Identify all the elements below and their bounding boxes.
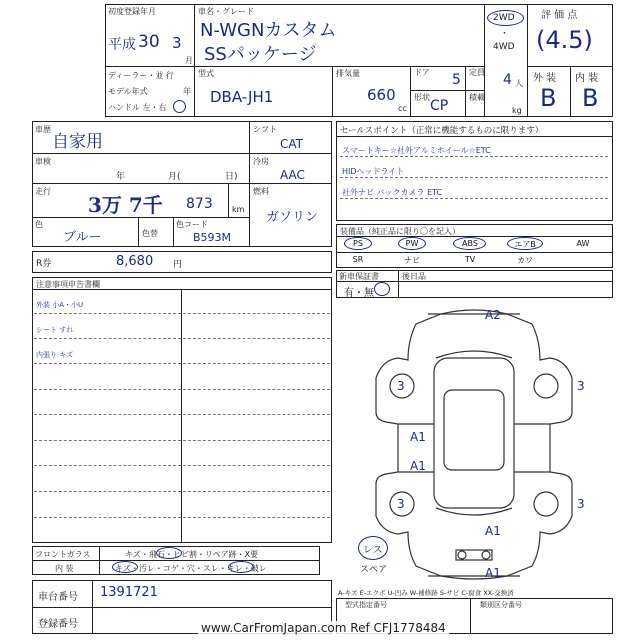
load-unit: kg xyxy=(512,106,522,115)
grade: SSパッケージ xyxy=(204,44,317,65)
interior-label: 内 装 xyxy=(575,73,599,84)
equip-pw: PW xyxy=(405,239,419,248)
capacity-unit: 人 xyxy=(515,79,523,88)
damage-mark: A2 xyxy=(485,308,501,322)
car-name: N-WGNカスタム xyxy=(200,20,337,41)
damage-mark: 3 xyxy=(397,379,405,393)
damage-mark: 3 xyxy=(397,497,405,511)
damage-mark: A1 xyxy=(485,524,501,538)
color-code: B593M xyxy=(193,231,232,244)
capacity-label: 定員 xyxy=(469,68,485,77)
chassis-label: 車台番号 xyxy=(38,592,78,603)
drive-dot: ・ xyxy=(500,29,510,39)
model-code: DBA-JH1 xyxy=(210,88,274,106)
model-code-label: 型式 xyxy=(198,69,214,78)
shape: CP xyxy=(430,98,449,114)
inspection-year: 年 xyxy=(116,172,126,182)
damage-legend: A-キズ E-エクボ U-凹み W-補修跡 S-サビ C-腐食 XX-交換済 xyxy=(338,589,514,597)
score: (4.5) xyxy=(536,26,593,54)
ac: AAC xyxy=(280,168,305,182)
color: ブルー xyxy=(63,230,102,245)
reg-year: 30 xyxy=(138,32,160,52)
damage-mark: A1 xyxy=(410,459,426,473)
color-label: 色 xyxy=(35,220,43,229)
model-year-unit: 年 xyxy=(183,87,191,96)
scratch-circle xyxy=(112,561,138,573)
shape-label: 形状 xyxy=(414,93,430,102)
notes-title: 注意事項申告書欄 xyxy=(36,280,100,289)
inspection-day: 日) xyxy=(225,172,238,182)
reg-month: 3 xyxy=(172,34,182,52)
inspection-month: 月( xyxy=(168,172,181,182)
note-line: 内張り キズ xyxy=(36,351,74,359)
chassis-value: 1391721 xyxy=(100,585,158,600)
score-label: 評 価 点 xyxy=(541,10,578,21)
equip-abs: ABS xyxy=(462,239,478,248)
exterior-label: 外 装 xyxy=(533,73,557,84)
usage: 自家用 xyxy=(52,132,103,152)
recycle-later-label: 後日品 xyxy=(402,272,426,281)
equip-airbag: エアB xyxy=(514,240,536,249)
doors: 5 xyxy=(452,72,461,88)
dealer-label: ディーラー・並 行 xyxy=(108,71,174,80)
sales-points-title: セールスポイント（正常に機能するものに限ります） xyxy=(340,126,544,136)
model-spec-label: 型式指定番号 xyxy=(345,601,387,609)
equip-tv: TV xyxy=(464,255,476,264)
warranty-none-circle xyxy=(374,282,390,296)
drive-4wd: 4WD xyxy=(493,42,515,52)
chip-circle xyxy=(156,547,182,559)
doors-label: ドア xyxy=(414,68,430,77)
mileage-handwritten: 3万 7千 xyxy=(88,193,163,217)
damage-mark: A1 xyxy=(410,430,426,444)
front-glass-options: キズ・飛石・ヒビ割・リペア跡・X要 xyxy=(125,550,259,559)
damage-mark: A1 xyxy=(485,566,501,580)
handle-label: ハンドル 左・右 xyxy=(108,103,167,112)
reg-month-unit: 月 xyxy=(185,56,193,65)
displacement: 660 xyxy=(367,86,396,104)
shift: CAT xyxy=(280,137,303,151)
fuel-label: 燃料 xyxy=(253,187,269,196)
spare-less: レス xyxy=(363,545,383,556)
capacity: 4 xyxy=(503,72,512,88)
note-line: シート すれ xyxy=(36,326,74,334)
equip-leather: カワ xyxy=(517,256,533,265)
mileage-number: 873 xyxy=(186,196,213,212)
interior-cond-label: 内 装 xyxy=(55,564,74,573)
exterior-grade: B xyxy=(540,84,557,112)
interior-grade: B xyxy=(582,84,599,112)
reg-date-label: 初度登録年月 xyxy=(108,7,156,16)
mileage-unit: km xyxy=(232,205,245,214)
registration-label: 登録番号 xyxy=(38,619,78,630)
recycle-amount: 8,680 xyxy=(116,254,154,269)
interior-cond-options: キズ・汚レ・コゲ・穴・スレ・キレ・破レ xyxy=(115,564,267,573)
shift-label: シフト xyxy=(253,125,277,134)
color-change-label: 色替 xyxy=(142,229,158,238)
damage-mark: 3 xyxy=(577,497,585,511)
rub-circle xyxy=(228,561,254,573)
era: 平成 xyxy=(108,37,136,53)
fuel: ガソリン xyxy=(266,210,319,225)
usage-label: 車歴 xyxy=(35,125,51,134)
spare-label: スペア xyxy=(360,565,388,575)
drive-2wd: 2WD xyxy=(493,13,515,23)
mileage-label: 走行 xyxy=(35,187,51,196)
sales-point-line: スマートキー☆社外アルミホイール☆ETC xyxy=(342,146,491,155)
note-line: 外装 小A・小U xyxy=(36,301,84,309)
inspection-label: 車検 xyxy=(35,157,51,166)
damage-mark: 3 xyxy=(577,379,585,393)
equipment-title: 装備品（純正品に限り〇を記入） xyxy=(340,227,460,236)
displacement-unit: cc xyxy=(398,104,407,113)
sales-point-line: HIDヘッドライト xyxy=(342,167,405,176)
watermark: www.CarFromJapan.com Ref CFJ1778484 xyxy=(198,621,449,635)
handle-right-circle xyxy=(173,100,186,113)
equip-navi: ナビ xyxy=(404,256,420,265)
recycle-label: R券 xyxy=(36,259,52,269)
recycle-unit: 円 xyxy=(173,260,183,270)
color-code-label: 色コード xyxy=(176,220,208,229)
warranty-label: 新車保証書 xyxy=(339,272,379,281)
equip-aw: AW xyxy=(576,239,590,248)
car-name-label: 車名・グレード xyxy=(198,7,254,16)
class-label: 類別区分番号 xyxy=(480,601,522,609)
model-year-label: モデル年式 xyxy=(108,87,148,96)
front-glass-label: フロントガラス xyxy=(35,550,91,559)
ac-label: 冷房 xyxy=(253,157,269,166)
equip-ps: PS xyxy=(353,239,363,248)
load-label: 積載 xyxy=(469,93,485,102)
notes-frame xyxy=(32,277,332,543)
sales-point-line: 社外ナビ バックカメラ ETC xyxy=(342,188,443,197)
displacement-label: 排気量 xyxy=(336,69,360,78)
equip-sr: SR xyxy=(352,255,364,264)
warranty-value: 有・無 xyxy=(344,288,374,299)
